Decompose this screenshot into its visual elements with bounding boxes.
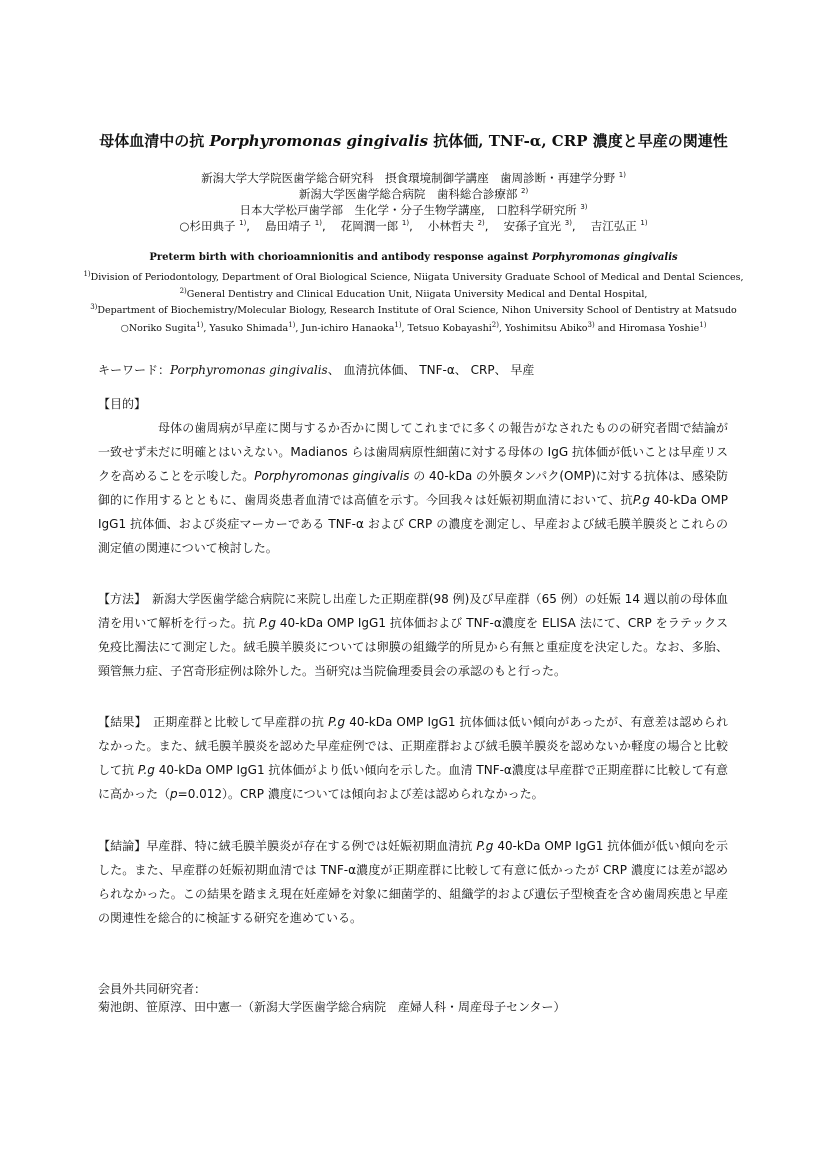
methods-section: 【方法】 新潟大学医歯学総合病院に来院し出産した正期産群(98 例)及び早産群（65 例）の妊娠 14 週以前の母体血清を用いて解析を行った。抗 P.g 40-kDa OMP IgG1 抗体価および TNF-α濃度を ELISA 法にて、CRP をラテックス免疫比濁法にて測定した。絨毛膜羊膜炎については卵膜の組織学的所見から有無と重症度を決定した。なお、多胎、頸管無力症、子宮奇形症例は除外した。当研究は当院倫理委員会の承認のもと行った。	[98, 592, 728, 678]
collaborators	[98, 980, 566, 1016]
affiliation-en-1: $^{1)}$Division of Periodontology, Department of Oral Biological Science, Niigata University Graduate School of Medical and Dental Sciences,	[83, 269, 744, 283]
methods-heading: 【方法】	[98, 592, 141, 606]
title-text-post: 抗体価, TNF-α, CRP 濃度と早産の関連性	[428, 132, 728, 150]
results-section: 【結果】 正期産群と比較して早産群の抗 P.g 40-kDa OMP IgG1 抗体価は低い傾向があったが、有意差は認められなかった。また、絨毛膜羊膜炎を認めた早産症例では、正期産群および絨毛膜羊膜炎を認めないか軽度の場合と比較して抗 P.g 40-kDa OMP IgG1 抗体価がより低い傾向を示した。血清 TNF-α濃度は早産群で正期産群に比較して有意に高かった（p=0.012）。CRP 濃度については傾向および差は認められなかった。	[98, 715, 728, 801]
collaborators-label: 会員外共同研究者：	[98, 982, 207, 996]
purpose-body: 母体の歯周病が早産に関与するか否かに関してこれまでに多くの報告がなされたものの研究者間で結論が一致せず未だに明確とはいえない。Madianos らは歯周病原性細菌に対する母体の IgG 抗体価が低いことは早産リスクを高めることを示唆した。Porphyromonas gingivalis の 40-kDa の外膜タンパク(OMP)に対する抗体は、感染防御的に作用するとともに、歯周炎患者血清では高値を示す。今回我々は妊娠初期血清において、抗P.g 40-kDa OMP IgG1 抗体価、および炎症マーカーである TNF-α および CRP の濃度を測定し、早産および絨毛膜羊膜炎とこれらの測定値の関連について検討した。	[98, 421, 728, 555]
keywords: キーワード：Porphyromonas gingivalis、 血清抗体価、 TNF-α、 CRP、 早産	[98, 363, 535, 377]
conclusion-heading: 【結論】	[98, 839, 147, 853]
purpose-section	[98, 392, 728, 560]
author-jp: 安孫子宜光	[503, 219, 562, 233]
title-italic: Porphyromonas gingivalis	[209, 132, 429, 150]
page-title	[0, 130, 827, 151]
authors-en: ○Noriko Sugita$^{1)}$, Yasuko Shimada$^{1)}$, Jun-ichiro Hanaoka$^{1)}$, Tetsuo Kobayashi$^{2)}$, Yoshimitsu Abiko$^{3)}$ and Hiromasa Yoshie$^{1)}$	[120, 320, 707, 334]
results-heading: 【結果】	[98, 715, 141, 729]
author-jp: ○杉田典子	[179, 219, 236, 233]
author-jp: 花岡潤一郎	[340, 219, 399, 233]
purpose-heading: 【目的】	[98, 397, 147, 411]
conclusion-section: 【結論】早産群、特に絨毛膜羊膜炎が存在する例では妊娠初期血清抗 P.g 40-kDa OMP IgG1 抗体価が低い傾向を示した。また、早産群の妊娠初期血清では TNF-α濃度が正期産群に比較して有意に低かったが CRP 濃度には差が認められなかった。この結果を踏まえ現在妊産婦を対象に細菌学的、組織学的および遺伝子型検査を含め歯周疾患と早産の関連性を総合的に検証する研究を進めている。	[98, 839, 728, 925]
title-text-pre: 母体血清中の抗	[99, 132, 210, 150]
affiliation-jp-1: 新潟大学大学院医歯学総合研究科 摂食環境制御学講座 歯周診断・再建学分野 $^{1)}$	[201, 171, 626, 185]
collaborators-names: 菊池朗、笹原淳、田中憲一（新潟大学医歯学総合病院 産婦人科・周産母子センター）	[98, 1000, 566, 1014]
author-jp: 島田靖子	[265, 219, 312, 233]
affiliation-en-2: $^{2)}$General Dentistry and Clinical Education Unit, Niigata University Medical and Dental Hospital,	[179, 286, 648, 300]
affiliation-jp-3: 日本大学松戸歯学部 生化学・分子生物学講座, 口腔科学研究所 $^{3)}$	[239, 203, 588, 217]
affiliation-jp-2: 新潟大学医歯学総合病院 歯科総合診療部 $^{2)}$	[298, 187, 529, 201]
english-title: Preterm birth with chorioamnionitis and antibody response against Porphyromonas gingivalis	[149, 252, 678, 263]
author-jp: 吉江弘正	[590, 219, 637, 233]
author-jp: 小林哲夫	[427, 219, 474, 233]
keywords-label: キーワード：	[98, 363, 171, 377]
authors-jp: ○杉田典子 $^{1)}$, 島田靖子 $^{1)}$, 花岡潤一郎 $^{1)}$, 小林哲夫 $^{2)}$, 安孫子宜光 $^{3)}$, 吉江弘正 $^{1)}$	[179, 219, 648, 233]
affiliation-en-3: $^{3)}$Department of Biochemistry/Molecular Biology, Research Institute of Oral Science, Nihon University School of Dentistry at Matsudo	[90, 302, 737, 316]
